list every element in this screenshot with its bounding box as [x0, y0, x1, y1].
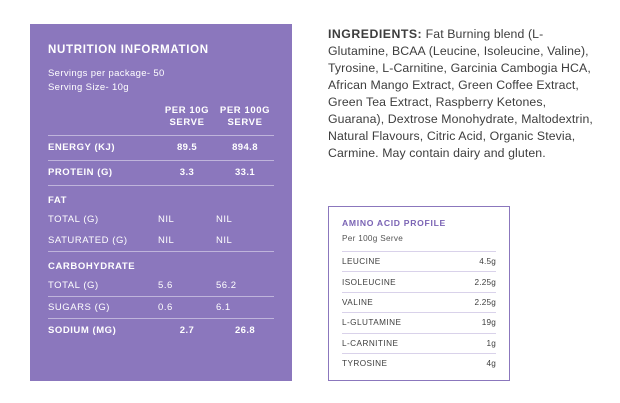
per-100g-column-header: [216, 105, 274, 135]
table-row: [48, 296, 274, 318]
nutrient-group-per-100g: [216, 251, 274, 275]
nutrient-name: TOTAL (G): [48, 213, 99, 225]
table-row: [48, 275, 274, 297]
amino-acid-profile-subtitle: Per 100g Serve: [342, 234, 404, 243]
nutrient-name: SUGARS (G): [48, 296, 158, 318]
nutrient-name: TOTAL (G): [48, 279, 99, 291]
ingredients-section: [328, 26, 598, 162]
nutrition-table-head: [48, 105, 274, 135]
nutrient-per-10g: 0.6: [158, 296, 216, 318]
per-10g-header-line1: PER 10G: [164, 105, 210, 116]
nutrient-per-10g: NIL: [158, 213, 175, 225]
per-10g-header-line2: SERVE: [169, 116, 205, 128]
table-row: [342, 252, 496, 272]
nutrient-name: PROTEIN (G): [48, 160, 158, 185]
amino-acid-table: [342, 251, 496, 373]
per-100g-header-line1: PER 100G: [219, 105, 271, 116]
ingredients-heading: INGREDIENTS:: [328, 27, 423, 41]
nutrient-group-per-100g: [216, 185, 274, 209]
table-row: [48, 230, 274, 252]
nutrient-per-100g: 33.1: [216, 160, 274, 185]
nutrient-per-10g: NIL: [158, 234, 175, 246]
amino-acid-name: L-CARNITINE: [342, 333, 455, 353]
amino-acid-amount: 4.5g: [455, 252, 496, 272]
nutrition-table-body: [48, 135, 274, 343]
amino-acid-name: LEUCINE: [342, 252, 455, 272]
table-row: [342, 292, 496, 312]
nutrient-per-100g: NIL: [216, 234, 233, 246]
table-row: [48, 135, 274, 160]
per-100g-header-line2: SERVE: [227, 116, 263, 128]
nutrition-table: [48, 105, 274, 343]
amino-acid-profile-title: AMINO ACID PROFILE: [342, 218, 446, 228]
amino-acid-name: VALINE: [342, 292, 455, 312]
table-row: [342, 353, 496, 373]
serving-size: Serving Size- 10g: [48, 82, 129, 93]
table-row: [342, 313, 496, 333]
nutrient-per-100g: 56.2: [216, 279, 237, 291]
per-10g-column-header: [158, 105, 216, 135]
nutrient-per-100g: NIL: [216, 213, 233, 225]
table-group-row: [48, 251, 274, 275]
nutrition-panel-title: NUTRITION INFORMATION: [48, 44, 209, 56]
servings-per-package: Servings per package- 50: [48, 68, 165, 79]
amino-acid-amount: 1g: [455, 333, 496, 353]
amino-acid-name: L-GLUTAMINE: [342, 313, 455, 333]
nutrient-per-10g: 89.5: [158, 135, 216, 160]
amino-acid-name: TYROSINE: [342, 353, 455, 373]
nutrient-column-header: [48, 105, 158, 135]
table-row: [342, 333, 496, 353]
table-row: [48, 209, 274, 230]
nutrient-name: SODIUM (MG): [48, 318, 158, 343]
amino-acid-name: ISOLEUCINE: [342, 272, 455, 292]
amino-acid-amount: 4g: [455, 353, 496, 373]
nutrient-group-per-10g: [158, 185, 216, 209]
nutrient-per-100g: 26.8: [216, 318, 274, 343]
nutrient-per-10g: 5.6: [158, 279, 173, 291]
nutrient-group-per-10g: [158, 251, 216, 275]
table-row: [342, 272, 496, 292]
nutrient-name: ENERGY (KJ): [48, 135, 158, 160]
table-row: [48, 318, 274, 343]
nutrition-information-panel: [30, 24, 292, 381]
nutrient-name: SATURATED (G): [48, 234, 128, 246]
nutrient-per-100g: 894.8: [216, 135, 274, 160]
ingredients-body: Fat Burning blend (L-Glutamine, BCAA (Leucine, Isoleucine, Valine), Tyrosine, L-Carnitine, Garcinia Cambogia HCA, African Mango Extract, Green Coffee Extract, Green Tea Extract, Raspberry Ketones, Guarana), Dextrose Monohydrate, Maltodextrin, Natural Flavours, Citric Acid, Organic Stevia, Carmine. May contain dairy and gluten.: [328, 27, 593, 160]
table-row: [48, 160, 274, 185]
amino-acid-table-body: [342, 252, 496, 374]
nutrient-group-name: CARBOHYDRATE: [48, 251, 158, 275]
table-group-row: [48, 185, 274, 209]
nutrient-per-100g: 6.1: [216, 296, 274, 318]
nutrition-header-row: [48, 105, 274, 135]
nutrient-group-name: FAT: [48, 185, 158, 209]
amino-acid-amount: 19g: [455, 313, 496, 333]
amino-acid-amount: 2.25g: [455, 272, 496, 292]
nutrient-per-10g: 3.3: [158, 160, 216, 185]
nutrient-per-10g: 2.7: [158, 318, 216, 343]
amino-acid-amount: 2.25g: [455, 292, 496, 312]
amino-acid-profile-box: [328, 206, 510, 381]
